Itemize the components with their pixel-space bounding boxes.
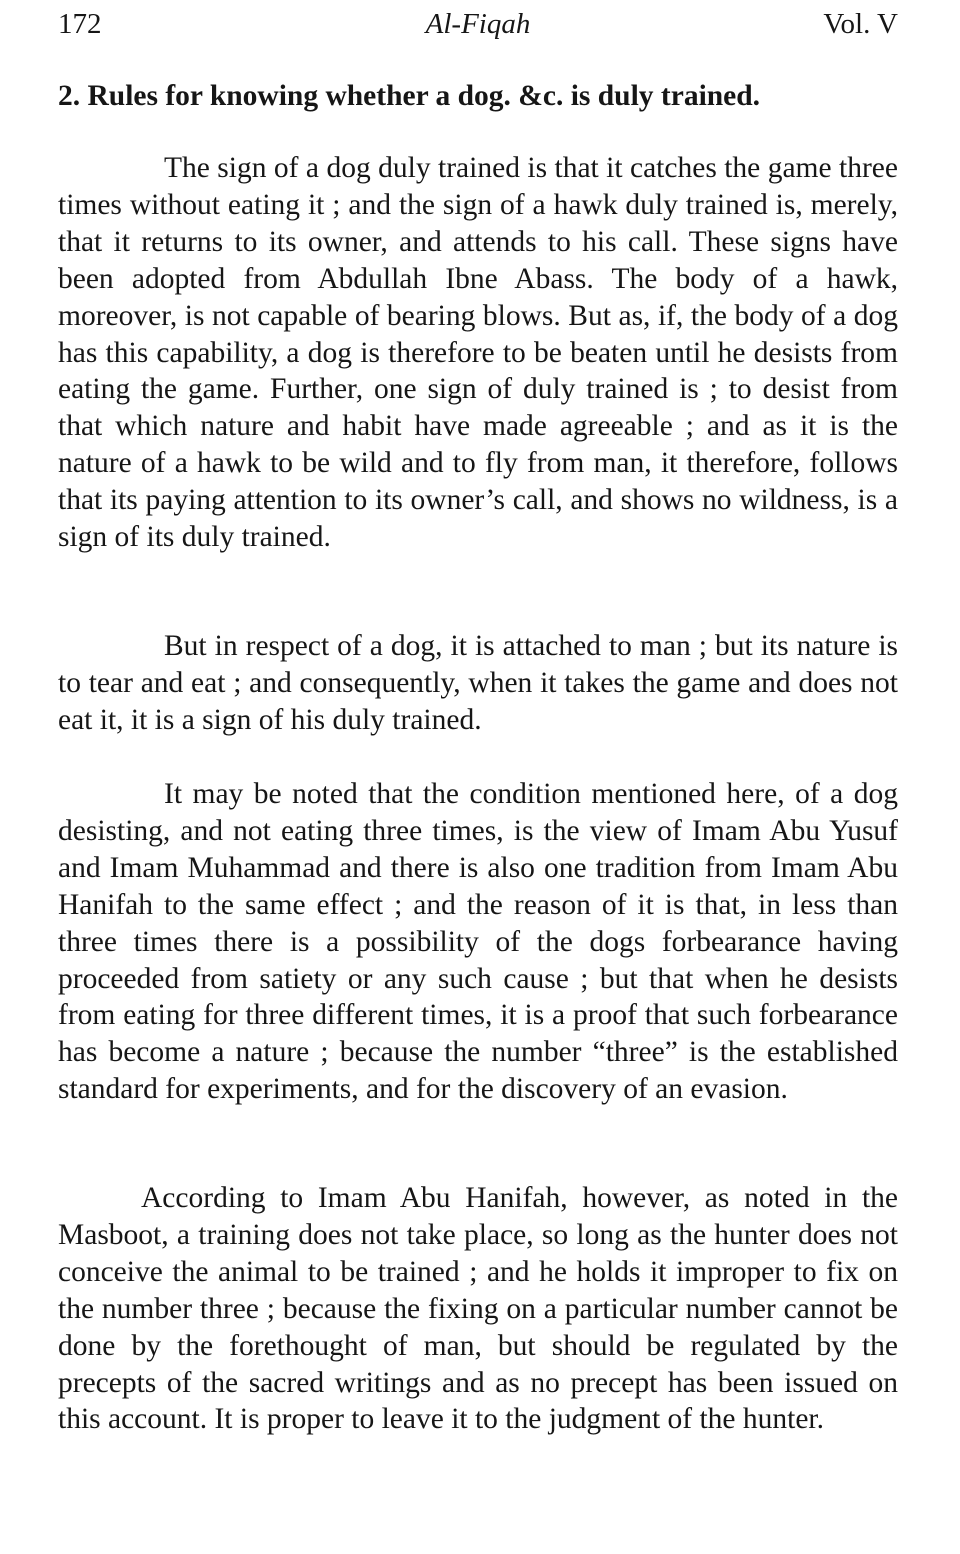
volume-label: Vol. V bbox=[823, 8, 898, 40]
paragraph-abu-hanifah-view: According to Imam Abu Hanifah, however, as noted in the Masboot, a training does not take place, so long as the hunter does not conceive the animal to be trained ; and he holds it improper to fix on the number three ; because the fixing on a particular number cannot be done by the forethought of man, but should be regulated by the precepts of the sacred writings and as no precept has been issued on this account. It is proper to leave it to the judgment of the hunter. bbox=[58, 1182, 898, 1436]
paragraph-dog-hawk-signs: The sign of a dog duly trained is that it catches the game three times without eating it ; and the sign of a hawk duly trained is, merely, that it returns to its owner, and attends to his call. These signs have been adopted from Abdullah Ibne Abass. The body of a hawk, moreover, is not capable of bearing blows. But as, if, the body of a dog has this capability, a dog is therefore to be beaten until he desists from eating the game. Further, one sign of duly trained is ; to desist from that which nature and habit have made agreeable ; and as it is the nature of a hawk to be wild and to fly from man, it therefore, follows that its paying attention to its owner’s call, and shows no wildness, is a sign of its duly trained. bbox=[58, 152, 898, 554]
paragraph-three-times-condition: It may be noted that the condition mentioned here, of a dog desisting, and not eating three times, is the view of Imam Abu Yusuf and Imam Muhammad and there is also one tradition from Imam Abu Hanifah to the same effect ; and the reason of it is that, in less than three times there is a possibility of the dogs forbearance having proceeded from satiety or any such cause ; but that when he desists from eating for three different times, it is a proof that such forbearance has become a nature ; because the number “three” is the established standard for experiments, and for the discovery of an evasion. bbox=[58, 778, 898, 1106]
page-number: 172 bbox=[58, 8, 102, 40]
running-header bbox=[58, 2, 898, 46]
book-title: Al-Fiqah bbox=[425, 8, 531, 40]
section-heading: 2. Rules for knowing whether a dog. &c. is duly trained. bbox=[58, 80, 761, 112]
paragraph-dog-nature: But in respect of a dog, it is attached to man ; but its nature is to tear and eat ; and consequently, when it takes the game and does not eat it, it is a sign of his duly trained. bbox=[58, 630, 898, 736]
